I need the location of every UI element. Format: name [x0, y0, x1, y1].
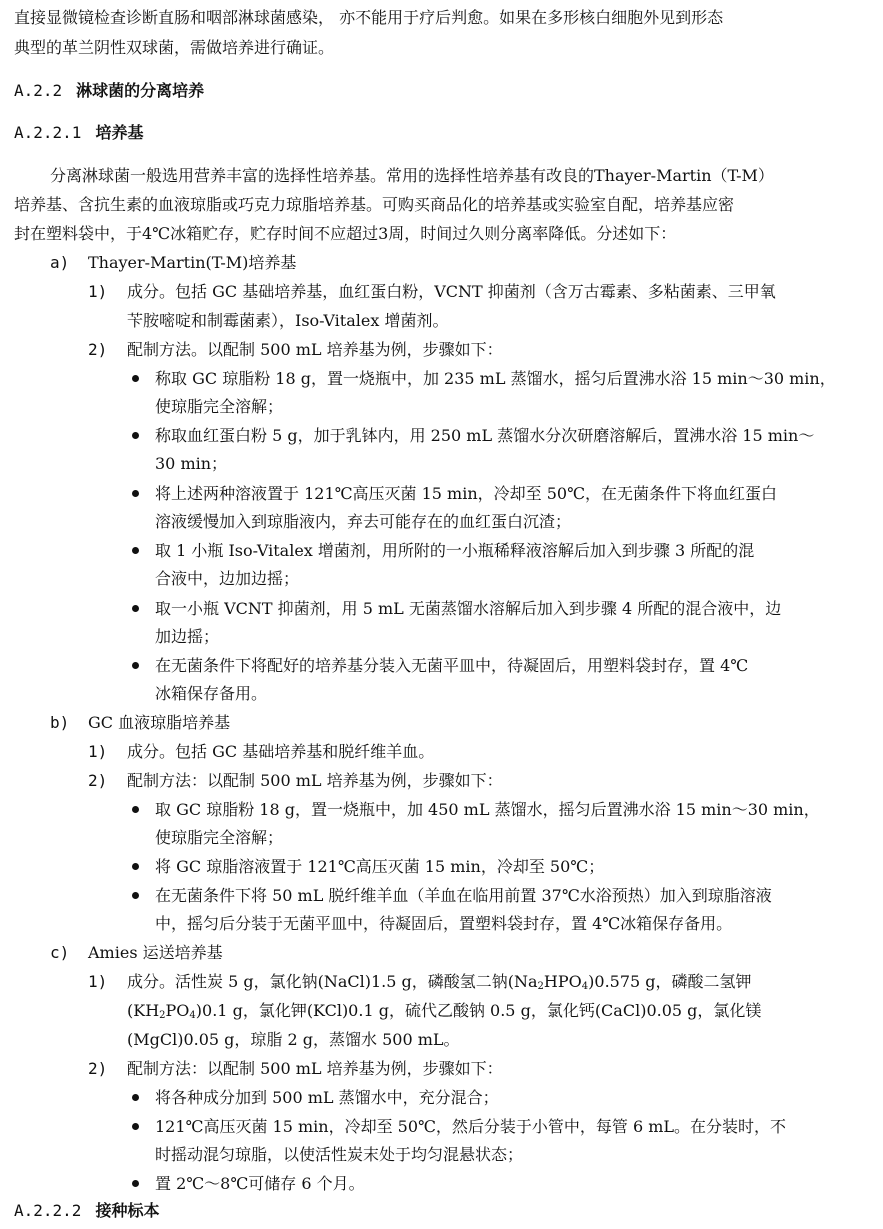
paragraph-line: 封在塑料袋中，于4℃冰箱贮存，贮存时间不应超过3周，时间过久则分离率降低。分述如下： [14, 224, 677, 243]
list-item-title: GC 血液琼脂培养基 [88, 713, 231, 732]
bullet-icon [132, 1094, 139, 1101]
list-marker-b: b) [50, 713, 70, 732]
sub-item-text: 成分。包括 GC 基础培养基和脱纤维羊血。 [127, 742, 435, 761]
sub-item-number: 1) [88, 742, 108, 761]
bullet-icon [132, 1180, 139, 1187]
section-heading-a2222 [14, 1198, 159, 1224]
list-marker-c: c) [50, 943, 70, 962]
bullet-icon [132, 662, 139, 669]
section-number: A.2.2.2 [14, 1201, 82, 1220]
section-title: 培养基 [95, 123, 144, 142]
bullet-text: 使琼脂完全溶解； [155, 828, 284, 847]
bullet-icon [132, 863, 139, 870]
bullet-text: 冰箱保存备用。 [155, 684, 268, 703]
sub-item-text: 配制方法：以配制 500 mL 培养基为例，步骤如下： [127, 1059, 503, 1078]
bullet-text: 将 GC 琼脂溶液置于 121℃高压灭菌 15 min，冷却至 50℃； [155, 857, 605, 876]
paragraph-line: 培养基、含抗生素的血液琼脂或巧克力琼脂培养基。可购买商品化的培养基或实验室自配，培养基应密 [14, 195, 735, 214]
sub-item-number: 2) [88, 1059, 108, 1078]
bullet-text: 时摇动混匀琼脂，以使活性炭末处于均匀混悬状态； [155, 1145, 524, 1164]
sub-item-number: 1) [88, 282, 108, 301]
list-item-title: Amies 运送培养基 [88, 943, 223, 962]
bullet-icon [132, 375, 139, 382]
paragraph-line: 分离淋球菌一般选用营养丰富的选择性培养基。常用的选择性培养基有改良的Thayer-Martin（T-M） [50, 166, 774, 185]
text-run: PO [165, 1001, 190, 1020]
text-run: 成分。活性炭 5 g，氯化钠(NaCl)1.5 g，磷酸氢二钠(Na [127, 972, 538, 991]
bullet-text: 中，摇匀后分装于无菌平皿中，待凝固后，置塑料袋封存，置 4℃冰箱保存备用。 [155, 914, 733, 933]
bullet-icon [132, 1123, 139, 1130]
bullet-text: 将各种成分加到 500 mL 蒸馏水中，充分混合； [155, 1088, 499, 1107]
bullet-text: 在无菌条件下将配好的培养基分装入无菌平皿中，待凝固后，用塑料袋封存，置 4℃ [155, 656, 749, 675]
sub-item-text: 配制方法：以配制 500 mL 培养基为例，步骤如下： [127, 771, 503, 790]
text-run: )0.1 g，氯化钾(KCl)0.1 g，硫代乙酸钠 0.5 g，氯化钙(CaCl)0.05 g，氯化镁 [195, 1001, 762, 1020]
text-run: )0.575 g，磷酸二氢钾 [588, 972, 752, 991]
bullet-icon [132, 806, 139, 813]
sub-item-text [127, 998, 761, 1024]
sub-item-text: (MgCl)0.05 g，琼脂 2 g，蒸馏水 500 mL。 [127, 1030, 460, 1049]
list-marker-a: a) [50, 253, 70, 272]
bullet-text: 在无菌条件下将 50 mL 脱纤维羊血（羊血在临用前置 37℃水浴预热）加入到琼脂溶液 [155, 886, 772, 905]
sub-item-text [127, 969, 752, 995]
bullet-icon [132, 432, 139, 439]
bullet-text: 合液中，边加边摇； [155, 569, 300, 588]
bullet-text: 将上述两种溶液置于 121℃高压灭菌 15 min，冷却至 50℃，在无菌条件下将血红蛋白 [155, 484, 777, 503]
sub-item-number: 2) [88, 340, 108, 359]
section-heading-a222 [14, 78, 204, 104]
bullet-text: 121℃高压灭菌 15 min，冷却至 50℃，然后分装于小管中，每管 6 mL。在分装时，不 [155, 1117, 787, 1136]
bullet-text: 溶液缓慢加入到琼脂液内，弃去可能存在的血红蛋白沉渣； [155, 512, 572, 531]
section-number: A.2.2 [14, 81, 63, 100]
section-title: 接种标本 [95, 1201, 160, 1220]
subscript: 4 [189, 1010, 196, 1021]
subscript: 2 [537, 981, 544, 992]
bullet-text: 使琼脂完全溶解； [155, 397, 284, 416]
sub-item-text: 配制方法。以配制 500 mL 培养基为例，步骤如下： [127, 340, 503, 359]
text-run: HPO [543, 972, 582, 991]
subscript: 2 [159, 1010, 166, 1021]
bullet-text: 称取血红蛋白粉 5 g，加于乳钵内，用 250 mL 蒸馏水分次研磨溶解后，置沸水浴 15 min～ [155, 426, 815, 445]
subscript: 4 [581, 981, 589, 992]
bullet-icon [132, 490, 139, 497]
bullet-text: 取 1 小瓶 Iso-Vitalex 增菌剂，用所附的一小瓶稀释液溶解后加入到步骤 3 所配的混 [155, 541, 755, 560]
bullet-text: 取一小瓶 VCNT 抑菌剂，用 5 mL 无菌蒸馏水溶解后加入到步骤 4 所配的混合液中，边 [155, 599, 782, 618]
bullet-text: 加边摇； [155, 627, 220, 646]
list-item-title: Thayer-Martin(T-M)培养基 [88, 253, 297, 272]
section-title: 淋球菌的分离培养 [76, 81, 205, 100]
bullet-icon [132, 547, 139, 554]
section-number: A.2.2.1 [14, 123, 82, 142]
bullet-icon [132, 892, 139, 899]
sub-item-number: 2) [88, 771, 108, 790]
text-run: (KH [127, 1001, 160, 1020]
sub-item-text: 苄胺嘧啶和制霉菌素），Iso-Vitalex 增菌剂。 [127, 311, 449, 330]
paragraph-line: 典型的革兰阴性双球菌，需做培养进行确证。 [14, 38, 335, 57]
bullet-text: 称取 GC 琼脂粉 18 g，置一烧瓶中，加 235 mL 蒸馏水，摇匀后置沸水浴 15 min～30 min， [155, 369, 836, 388]
bullet-text: 置 2℃～8℃可储存 6 个月。 [155, 1174, 365, 1193]
section-heading-a2221 [14, 120, 143, 146]
sub-item-text: 成分。包括 GC 基础培养基，血红蛋白粉，VCNT 抑菌剂（含万古霉素、多粘菌素、三甲氧 [127, 282, 776, 301]
paragraph-line: 直接显微镜检查诊断直肠和咽部淋球菌感染， 亦不能用于疗后判愈。如果在多形核白细胞外见到形态 [14, 8, 724, 27]
bullet-icon [132, 605, 139, 612]
sub-item-number: 1) [88, 972, 108, 991]
bullet-text: 30 min； [155, 454, 228, 473]
bullet-text: 取 GC 琼脂粉 18 g，置一烧瓶中，加 450 mL 蒸馏水，摇匀后置沸水浴 15 min～30 min， [155, 800, 820, 819]
